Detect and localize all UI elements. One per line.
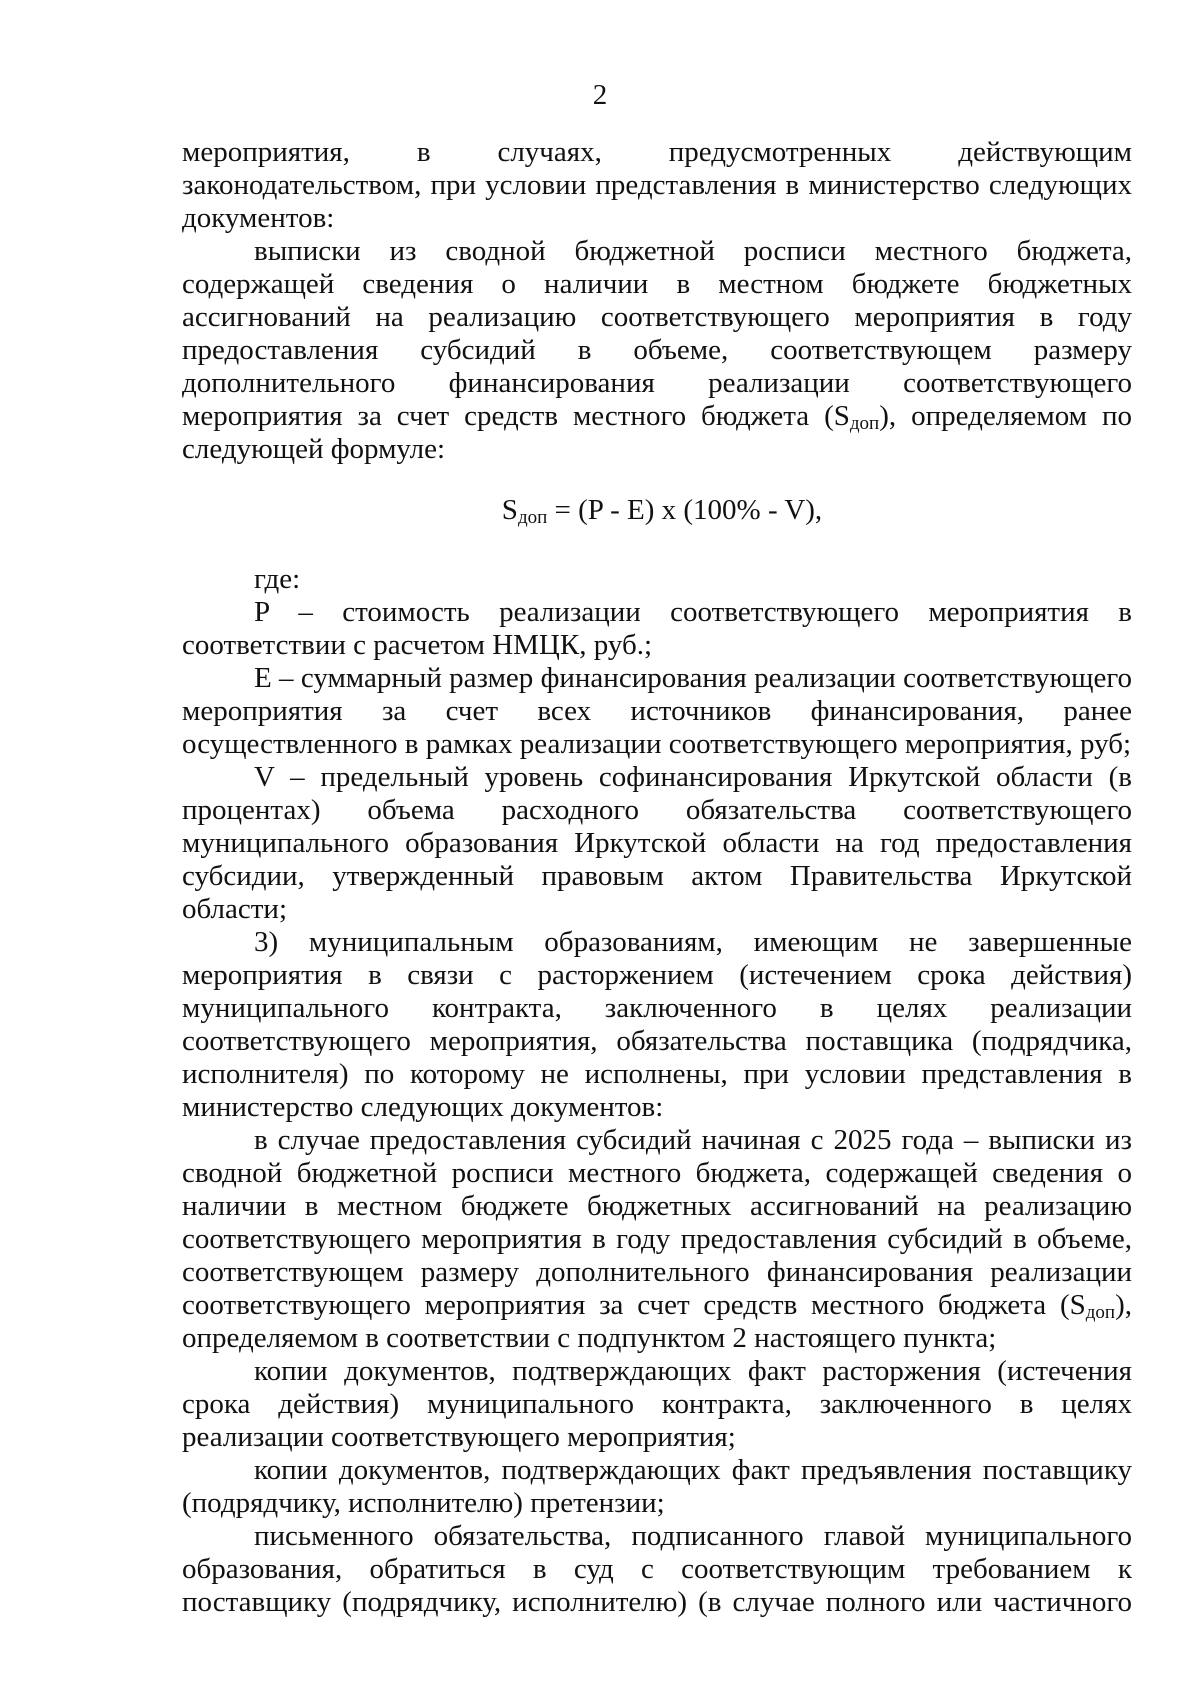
- paragraph-2025-extract-tail: ), определяемом в соответствии с подпунктом 2 настоящего пункта;: [182, 1289, 1132, 1354]
- paragraph-budget-extract-text: выписки из сводной бюджетной росписи местного бюджета, содержащей сведения о наличии в местном бюджете бюджетных ассигнований на реализацию соответствующего мероприятия в году предоставления субсидий в объеме, соответствующем размеру дополнительного финансирования реализации соответствующего мероприятия за счет средств местного бюджета (S: [182, 235, 1132, 432]
- formula-expression: = (P - E) x (100% - V),: [547, 494, 823, 526]
- paragraph-budget-extract: [182, 235, 1132, 466]
- page-number: 2: [592, 79, 608, 111]
- definition-v: V – предельный уровень софинансирования Иркутской области (в процентах) объема расходного обязательства соответствующего муниципального образования Иркутской области на год предоставления субсидии, утвержденный правовым актом Правительства Иркутской области;: [182, 761, 1132, 925]
- paragraph-written-obligation: письменного обязательства, подписанного главой муниципального образования, обратиться в суд с соответствующим требованием к поставщику (подрядчику, исполнителю) (в случае полного или частичного: [182, 1520, 1132, 1618]
- s-dop-subscript-2: доп: [1085, 1302, 1116, 1323]
- item-3: 3) муниципальным образованиям, имеющим не завершенные мероприятия в связи с расторжением (истечением срока действия) муниципального контракта, заключенного в целях реализации соответствующего мероприятия, обязательства поставщика (подрядчика, исполнителя) по которому не исполнены, при условии представления в министерство следующих документов:: [182, 926, 1132, 1123]
- definition-e: E – суммарный размер финансирования реализации соответствующего мероприятия за счет всех источников финансирования, ранее осуществленного в рамках реализации соответствующего мероприятия, руб;: [182, 662, 1132, 760]
- s-dop-subscript: доп: [849, 413, 880, 434]
- paragraph-copies-claim: копии документов, подтверждающих факт предъявления поставщику (подрядчику, исполнителю) претензии;: [182, 1454, 1132, 1519]
- paragraph-2025-extract-text: в случае предоставления субсидий начиная с 2025 года – выписки из сводной бюджетной росписи местного бюджета, содержащей сведения о наличии в местном бюджете бюджетных ассигнований на реализацию соответствующего мероприятия в году предоставления субсидий в объеме, соответствующем размеру дополнительного финансирования реализации соответствующего мероприятия за счет средств местного бюджета (S: [182, 1124, 1132, 1321]
- formula: [182, 494, 1132, 527]
- document-body: [182, 136, 1132, 1619]
- formula-subscript: доп: [517, 507, 548, 528]
- paragraph-copies-termination: копии документов, подтверждающих факт расторжения (истечения срока действия) муниципального контракта, заключенного в целях реализации соответствующего мероприятия;: [182, 1355, 1132, 1453]
- paragraph-where: где:: [254, 563, 301, 595]
- paragraph-2025-extract: [182, 1124, 1132, 1355]
- paragraph-intro: мероприятия, в случаях, предусмотренных действующим законодательством, при условии представления в министерство следующих документов:: [182, 136, 1132, 234]
- paragraph-budget-extract-tail: ), определяемом по следующей формуле:: [182, 400, 1132, 465]
- formula-symbol: S: [501, 494, 518, 526]
- definition-p: P – стоимость реализации соответствующего мероприятия в соответствии с расчетом НМЦК, руб.;: [182, 596, 1132, 661]
